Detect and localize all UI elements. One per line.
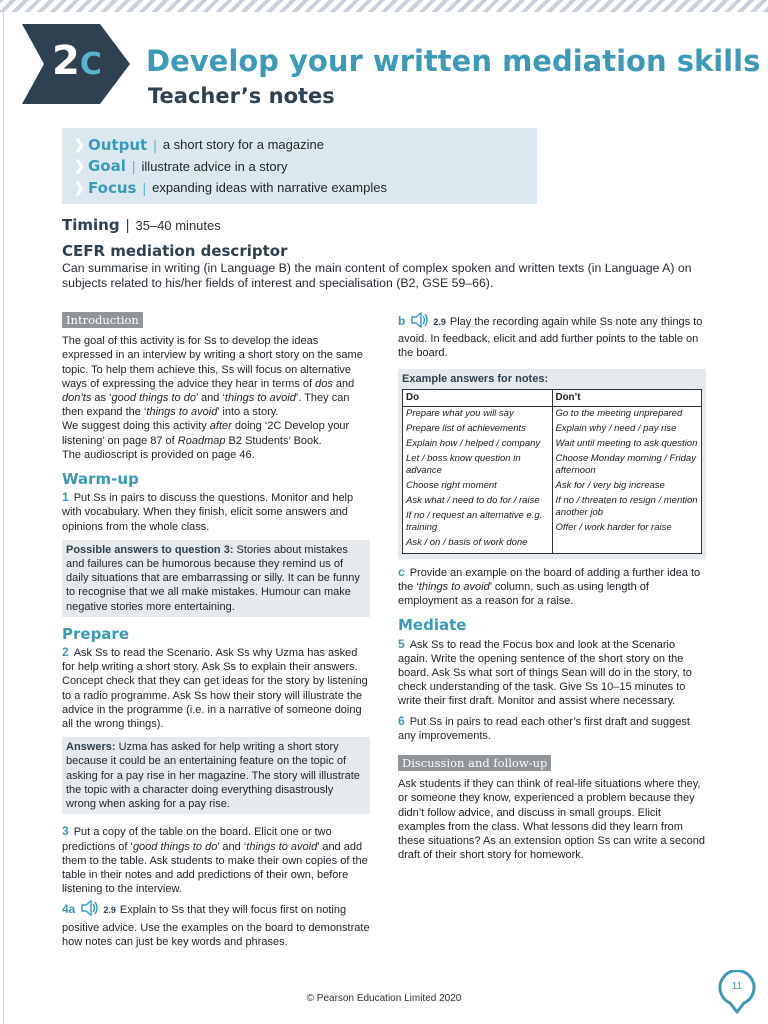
badge-letter: C [79,47,102,82]
table-cell: If no / threaten to resign / mention another job [555,494,698,518]
separator: | [131,158,136,175]
mediate-step-6: 6 Put Ss in pairs to read each other’s first draft and suggest any improvements. [398,713,690,742]
outcome-label: Goal [88,157,126,176]
prepare-step-4a: 4a 2.9 Explain to Ss that they will focus first on noting positive advice. Use the examples on the board to demonstrate how notes can just be key words and phrases. [62,900,370,949]
page-title: Develop your written mediation skills [146,44,761,78]
table-cell: Prepare what you will say [406,407,514,419]
badge-number: 2 [52,38,80,84]
copyright-footer: © Pearson Education Limited 2020 [306,993,462,1004]
table-cell: Go to the meeting unprepared [555,407,683,419]
table-cell: Explain why / need / pay rise [555,422,677,434]
outcome-text: expanding ideas with narrative examples [152,180,387,196]
prepare-step-2: 2 Ask Ss to read the Scenario. Ask Ss why Uzma has asked for help writing a short story. Ask Ss to explain their answers. Concept check that they can get ideas for the story by listening to a radio programme. Ask Ss how their story will illustrate the advice in the programme (i.e. in a narrative of someone doing all the wrong things). [62,645,368,731]
left-column [62,312,370,949]
intro-paragraph: The goal of this activity is for Ss to develop the ideas expressed in an interview by writing a short story on the same topic. To help them achieve this, Ss will focus on alternative ways of expressing the advice they hear in terms of dos and don’ts as ‘good things to do’ and ‘things to avoid’. They can then expand the ‘things to avoid’ into a story. [62,335,363,419]
lesson-badge [22,24,130,104]
chevron-right-icon: ❯ [74,136,85,152]
column-header-dont: Don’t [552,389,702,406]
table-cell: Offer / work harder for raise [555,521,672,533]
table-cell: If no / request an alternative e.g. training [406,509,543,533]
page-number: 11 [731,981,743,992]
do-dont-table [402,389,702,554]
table-cell: Choose right moment [406,479,497,491]
table-cell: Choose Monday morning / Friday afternoon [555,452,696,476]
cefr-text: Can summarise in writing (in Language B) the main content of complex spoken and written texts (in Language A) on subjects related to his/her fields of interest and specialisation (B2, GSE 59–66). [62,261,692,290]
followup-text: Ask students if they can think of real-life situations where they, or someone they know, experienced a problem because they didn’t follow advice, and discuss in small groups. Elicit examples from the class. What lessons did they learn from these situations? As an extension option Ss can write a second draft of their short story for homework. [398,778,705,862]
page-number-marker [718,970,756,1014]
intro-suggestion: We suggest doing this activity after doing ‘2C Develop your listening’ on page 87 of Roadmap B2 Students’ Book. [62,420,350,447]
table-cell: Explain how / helped / company [406,437,541,449]
audio-speaker-icon[interactable] [410,312,430,332]
outcomes-box [62,128,537,204]
outcome-output [74,134,537,156]
table-cell: Let / boss know question in advance [406,452,521,476]
chevron-right-icon: ❯ [74,179,85,195]
chevron-right-icon: ❯ [74,158,85,174]
prepare-step-3: 3 Put a copy of the table on the board. Elicit one or two predictions of ‘good things to do’ and ‘things to avoid’ and add them to the table. Ask students to make their own copies of the table in their notes and add predictions of their own, before listening to the interview. [62,824,368,896]
do-column [403,406,553,553]
introduction-tag: Introduction [62,312,143,328]
outcome-goal [74,156,537,178]
outcome-label: Output [88,135,148,154]
table-cell: Prepare list of achievements [406,422,526,434]
mediate-step-5: 5 Ask Ss to read the Focus box and look at the Scenario again. Write the opening sentence of the short story on the board. Ask Ss what sort of things Sean will do in the story, to check understanding of the task. Give Ss 10–15 minutes to write their first draft. Monitor and assist where necessary. [398,636,692,708]
outcome-text: a short story for a magazine [162,137,324,153]
table-cell: Wait until meeting to ask question [555,437,698,449]
cefr-heading: CEFR mediation descriptor [62,242,288,260]
audio-speaker-icon[interactable] [80,900,100,920]
warmup-heading: Warm-up [62,470,139,489]
right-column [398,312,706,862]
followup-tag: Discussion and follow-up [398,755,551,771]
intro-audioscript-note: The audioscript is provided on page 46. [62,448,255,461]
notes-title: Example answers for notes: [402,372,549,385]
warmup-step-1: 1 Put Ss in pairs to discuss the questions. Monitor and help with vocabulary. When they finish, elicit some answers and opinions from the whole class. [62,490,354,533]
timing-value: 35–40 minutes [135,218,221,233]
mediate-heading: Mediate [398,616,467,635]
prepare-heading: Prepare [62,624,129,643]
table-cell: Ask for / very big increase [555,479,665,491]
step-4b: b 2.9 Play the recording again while Ss note any things to avoid. In feedback, elicit and add further points to the table on the board. [398,312,706,361]
outcome-label: Focus [88,178,137,197]
page-subtitle: Teacher’s notes [148,84,335,108]
table-cell: Ask what / need to do for / raise [406,494,540,506]
timing [62,216,221,234]
prepare-answers-box: Answers: Uzma has asked for help writing a short story because it could be an entertaining feature on the topic of asking for a pay rise in her magazine. The story will illustrate the topic with a character doing everything disastrously wrong when asking for a pay rise. [62,737,370,814]
separator: | [142,179,147,196]
top-stripe-bar [0,0,768,12]
step-4c: c Provide an example on the board of adding a further idea to the ‘things to avoid’ column, such as using length of employment as a reason for a raise. [398,564,701,608]
timing-label: Timing [62,216,120,234]
outcome-focus [74,177,537,199]
outcome-text: illustrate advice in a story [141,158,288,174]
example-notes-box [398,369,706,559]
dont-column [552,406,702,553]
warmup-answers-box: Possible answers to question 3: Stories about mistakes and failures can be humorous because they remind us of daily situations that are embarrassing or silly. It can be funny to recognise that we all make mistakes. Humour can make negative stories more entertaining. [62,540,370,617]
column-header-do: Do [403,389,553,406]
left-margin-rule [3,12,4,1024]
table-cell: Ask / on / basis of work done [406,536,528,548]
separator: | [125,217,130,234]
separator: | [153,136,157,153]
